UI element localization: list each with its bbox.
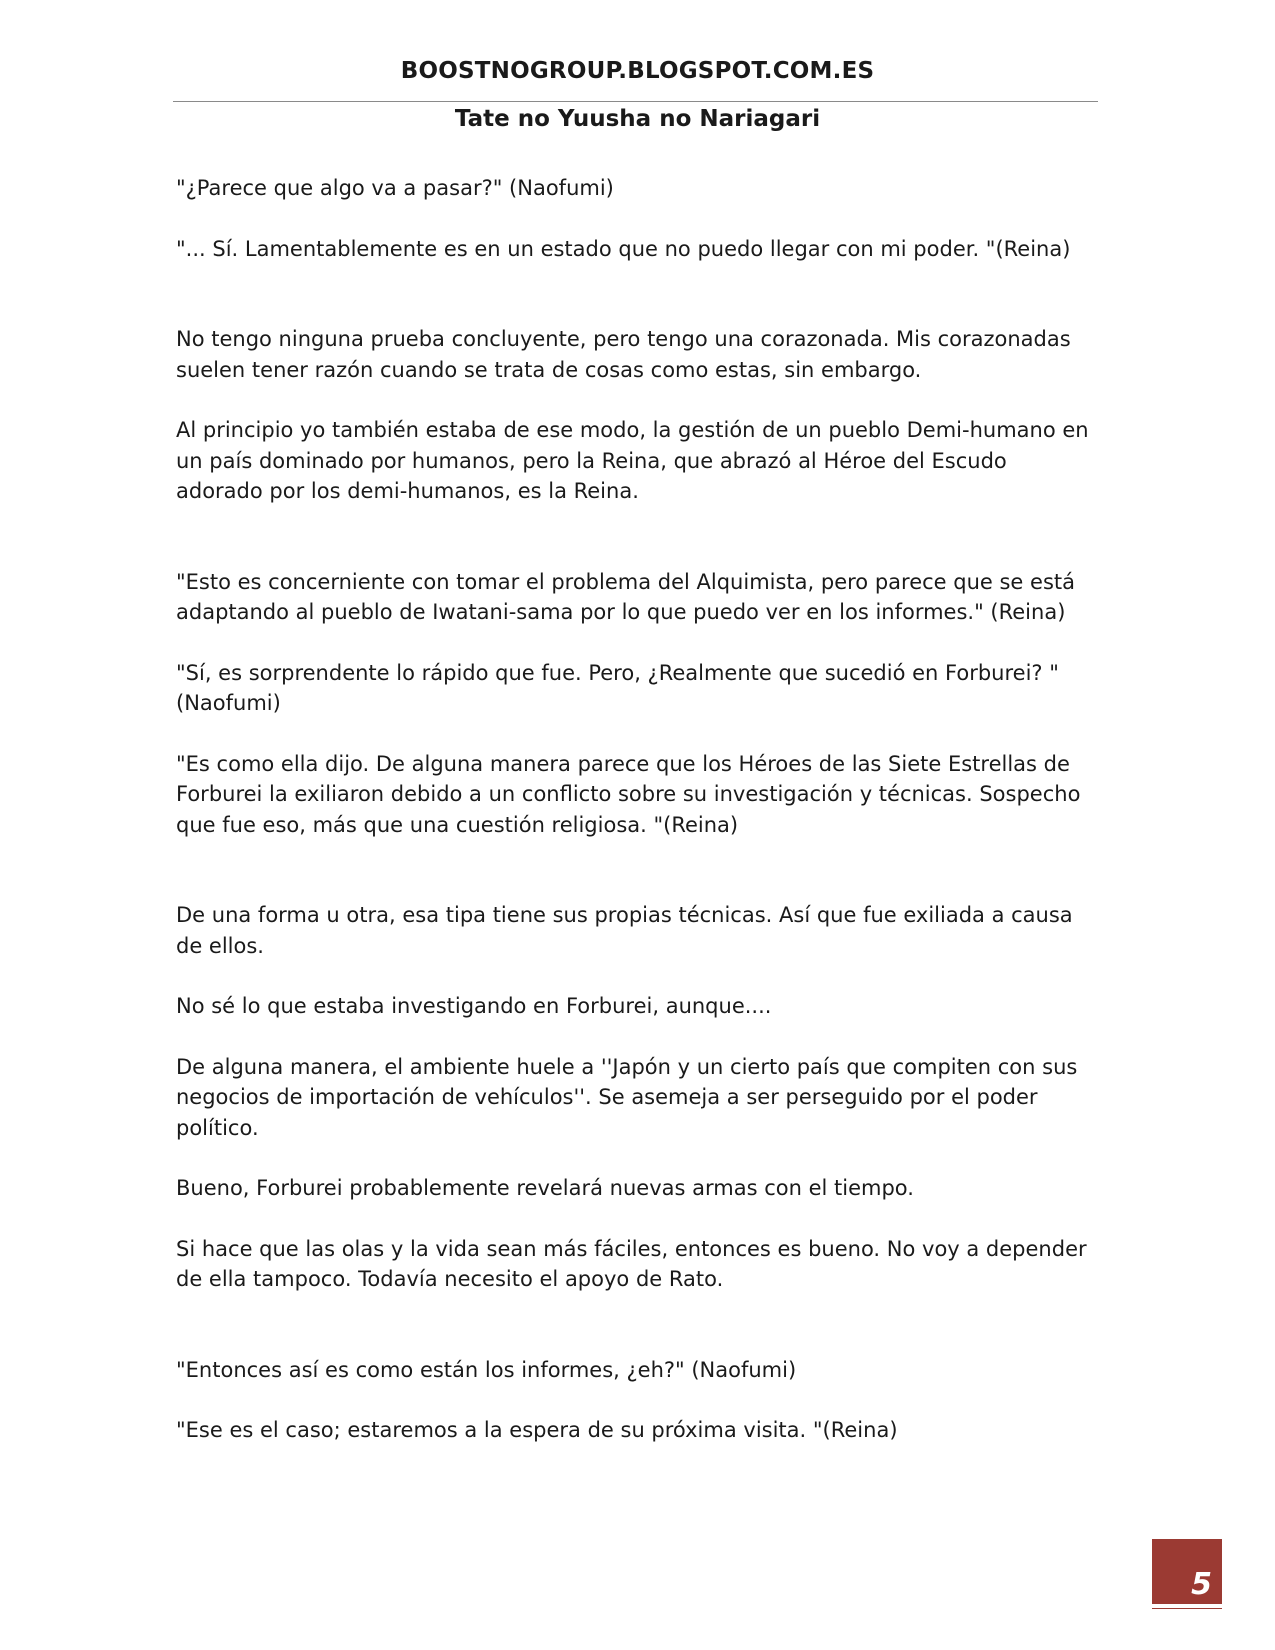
page-number-underline (1152, 1608, 1222, 1609)
paragraph: "Entonces así es como están los informes, ¿eh?" (Naofumi) (176, 1357, 797, 1382)
paragraph: Si hace que las olas y la vida sean más fáciles, entonces es bueno. No voy a depender de ella tampoco. Todavía necesito el apoyo de Rato. (176, 1236, 1087, 1291)
paragraph: De una forma u otra, esa tipa tiene sus propias técnicas. Así que fue exiliada a causa de ellos. (176, 903, 1073, 958)
paragraph: Bueno, Forburei probablemente revelará nuevas armas con el tiempo. (176, 1176, 914, 1200)
paragraph: Al principio yo también estaba de ese modo, la gestión de un pueblo Demi-humano en un país dominado por humanos, pero la Reina, que abrazó al Héroe del Escudo adorado por los demi-humanos, es la Reina. (176, 418, 1089, 503)
paragraph: "¿Parece que algo va a pasar?" (Naofumi) (176, 176, 614, 200)
page-number: 5 (1191, 1567, 1212, 1602)
paragraph: "... Sí. Lamentablemente es en un estado que no puedo llegar con mi poder. "(Reina) (176, 236, 1071, 261)
paragraph: "Sí, es sorprendente lo rápido que fue. Pero, ¿Realmente que sucedió en Forburei? "(Naofumi) (176, 660, 1059, 715)
body-text (176, 173, 1096, 1476)
header-divider (173, 101, 1098, 102)
site-header: BOOSTNOGROUP.BLOGSPOT.COM.ES (400, 58, 875, 84)
paragraph: "Es como ella dijo. De alguna manera parece que los Héroes de las Siete Estrellas de Forburei la exiliaron debido a un conflicto sobre su investigación y técnicas. Sospecho que fue eso, más que una cuestión religiosa. "(Reina) (176, 751, 1081, 837)
paragraph: "Ese es el caso; estaremos a la espera de su próxima visita. "(Reina) (176, 1418, 898, 1442)
paragraph: No sé lo que estaba investigando en Forburei, aunque.... (176, 994, 772, 1018)
document-title: Tate no Yuusha no Nariagari (454, 106, 821, 132)
paragraph: No tengo ninguna prueba concluyente, pero tengo una corazonada. Mis corazonadas suelen tener razón cuando se trata de cosas como estas, sin embargo. (176, 327, 1071, 382)
page-number-badge (1152, 1539, 1222, 1604)
paragraph: "Esto es concerniente con tomar el problema del Alquimista, pero parece que se está adaptando al pueblo de Iwatani-sama por lo que puedo ver en los informes." (Reina) (176, 569, 1075, 624)
paragraph: De alguna manera, el ambiente huele a ''Japón y un cierto país que compiten con sus negocios de importación de vehículos''. Se asemeja a ser perseguido por el poder político. (176, 1054, 1078, 1140)
